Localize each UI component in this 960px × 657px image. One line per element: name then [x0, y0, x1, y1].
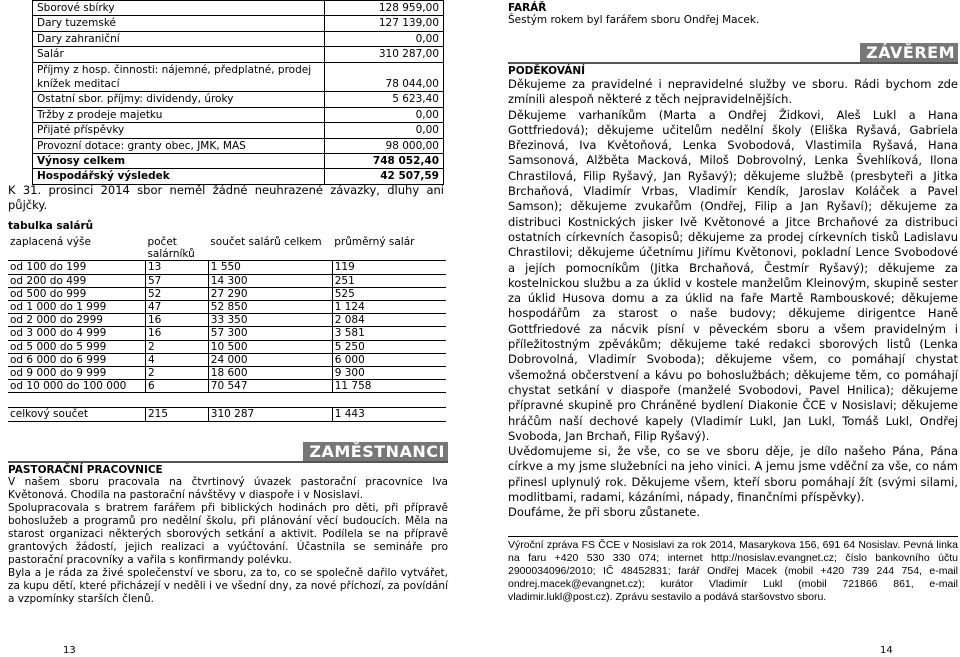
table-cell: 57 300 [208, 327, 332, 340]
salary-table [8, 236, 446, 422]
table-cell: od 200 do 499 [8, 274, 145, 287]
table-row [8, 327, 446, 340]
finance-label: Hospodářský výsledek [33, 169, 325, 184]
finance-value: 5 623,40 [325, 92, 444, 107]
table-cell: 525 [332, 287, 446, 300]
finance-row [33, 1, 444, 16]
section-heading: PASTORAČNÍ PRACOVNICE [8, 464, 163, 476]
table-cell: 11 758 [332, 380, 446, 393]
finance-value: 0,00 [325, 31, 444, 46]
footer-note: Výroční zpráva FS ČCE v Nosislavi za rok 2014, Masarykova 156, 691 64 Nosislav. Pevná linka na faru +420 530 330 074; internet http://nosislav.evangnet.cz; číslo bankovního účtu 2900034096/2010; IČ 48452831; farář Ondřej Macek (mobil +420 739 244 754, e-mail ondrej.macek@evangnet.cz); kurátor Vladimír Lukl (mobil 721866 861, e-mail vladimir.lukl@post.cz). Zprávu sestavilo a podává staršovstvo sboru. [508, 539, 958, 603]
table-cell: 57 [145, 274, 208, 287]
table-cell: od 500 do 999 [8, 287, 145, 300]
table-cell: od 10 000 do 100 000 [8, 380, 145, 393]
employees-banner [8, 441, 448, 463]
employees-section [8, 464, 448, 606]
finance-label: Salár [33, 47, 325, 62]
table-cell: 2 [145, 367, 208, 380]
table-row [8, 287, 446, 300]
table-row [8, 261, 446, 274]
table-cell: 10 500 [208, 340, 332, 353]
paragraph: Doufáme, že při sboru zůstanete. [508, 505, 700, 520]
table-cell: 24 000 [208, 353, 332, 366]
table-cell: 47 [145, 301, 208, 314]
finance-label: Provozní dotace: granty obec, JMK, MAS [33, 138, 325, 153]
conclusion-banner-label: ZÁVĚREM [860, 43, 958, 62]
finance-label: Výnosy celkem [33, 154, 325, 169]
finance-label: Tržby z prodeje majetku [33, 107, 325, 122]
page-number-left: 13 [63, 645, 76, 656]
table-cell: od 9 000 do 9 999 [8, 367, 145, 380]
table-cell: 52 [145, 287, 208, 300]
table-cell: od 5 000 do 5 999 [8, 340, 145, 353]
table-cell: 52 850 [208, 301, 332, 314]
finance-value: 98 000,00 [325, 138, 444, 153]
finance-table [32, 0, 444, 185]
paragraph: Uvědomujeme si, že vše, co se ve sboru děje, je dílo našeho Pána, Pána církve a my jsme služebníci na jeho vinici. A jemu jsme vděční za vše, co nám přinesl uplynulý rok. Děkujeme všem, kteří sboru pomáhají žít (svými silami, modlitbami, radami, kázáními, nápady, finančními příspěvky). [508, 444, 958, 505]
paragraph: Děkujeme za pravidelné i nepravidelné služby ve sboru. Rádi bychom zde zmínili alespoň některé z těch nejpravidelnějších. [508, 77, 958, 107]
table-cell: 310 287 [208, 408, 332, 421]
finance-value: 42 507,59 [325, 169, 444, 184]
table-cell: od 100 do 199 [8, 261, 145, 274]
table-row [8, 367, 446, 380]
table-cell: 1 550 [208, 261, 332, 274]
finance-label: Dary zahraniční [33, 31, 325, 46]
header-cell: součet salárů celkem [208, 236, 332, 261]
table-cell: 1 443 [332, 408, 446, 421]
section-heading: FARÁŘ [508, 2, 547, 14]
table-cell: 2 [145, 340, 208, 353]
table-row [8, 380, 446, 393]
table-cell: 16 [145, 314, 208, 327]
table-row [8, 353, 446, 366]
table-cell: 215 [145, 408, 208, 421]
finance-row [33, 31, 444, 46]
table-cell: celkový součet [8, 408, 145, 421]
table-cell: 4 [145, 353, 208, 366]
table-cell: 251 [332, 274, 446, 287]
table-row [8, 340, 446, 353]
finance-value: 748 052,40 [325, 154, 444, 169]
paragraph: Šestým rokem byl farářem sboru Ondřej Macek. [508, 14, 760, 26]
finance-label: Příjmy z hosp. činnosti: nájemné, předplatné, prodej knížek meditací [33, 62, 325, 92]
liabilities-note: K 31. prosinci 2014 sbor neměl žádné neuhrazené závazky, dluhy ani půjčky. [8, 183, 444, 212]
finance-row [33, 154, 444, 169]
finance-row [33, 123, 444, 138]
table-cell: 119 [332, 261, 446, 274]
finance-label: Přijaté příspěvky [33, 123, 325, 138]
page-number-right: 14 [880, 645, 893, 656]
table-row [8, 274, 446, 287]
left-page [8, 0, 448, 185]
finance-row [33, 107, 444, 122]
finance-row [33, 47, 444, 62]
finance-row [33, 16, 444, 31]
table-cell: 5 250 [332, 340, 446, 353]
table-row [8, 301, 446, 314]
table-cell: 9 300 [332, 367, 446, 380]
table-cell: 33 350 [208, 314, 332, 327]
table-cell: od 6 000 do 6 999 [8, 353, 145, 366]
finance-value: 0,00 [325, 107, 444, 122]
table-cell: 14 300 [208, 274, 332, 287]
finance-value: 127 139,00 [325, 16, 444, 31]
conclusion-section [508, 65, 958, 521]
footer-rule [508, 536, 958, 537]
salary-total-row [8, 408, 446, 421]
table-cell: 27 290 [208, 287, 332, 300]
employees-banner-label: ZAMĚSTNANCI [303, 442, 448, 461]
paragraph: Děkujeme varhaníkům (Marta a Ondřej Židkovi, Aleš Lukl a Hana Gottfriedová); děkujeme učitelům nedělní školy (Eliška Ryšavá, Gabriela Březinová, Iva Květoňová, Lenka Svobodová, Vlastimila Ryšavá, Hana Samsonová, Alžběta Macková, Miloš Dobrovolný, Lenka Švehlíková, Ilona Chrastilová, Filip Ryšavý, Jan Ryšavý); děkujeme službě (presbyteři a Jitka Brchaňová, Vladimír Vrbas, Vladimír Kendík, Jaroslav Koláček a Pavel Samson); děkujeme zvukařům (Ondřej, Filip a Jan Ryšaví); děkujeme za distribuci Kostnických jisker Ivě Květonové a Jitce Brchaňové za distribuci ostatních církevních časopisů; děkujeme za prodej církevních tisků Ladislavu Chrastilovi; děkujeme účetnímu Jiřímu Květonovi, pokladní Lence Svobodové a jejích pomocníkům (Jitka Brchaňová, Čestmír Ryšavý); děkujeme za kostelnickou službu a za úklid v kostele manželům Kleinovým, skupině sester za úklid Husova domu a za úklid na faře Martě Rambouskové; děkujeme hospodářům za starost o naše budovy; děkujeme dirigentce Haně Gottfriedové za nácvik písní v pěveckém sboru a všem pravidelným i příležitostným zpěvákům; děkujeme také redakci sborových listů (Lenka Dobrovolná, Vladimír Svoboda); děkujeme všem, co pomáhají chystat všemožná občerstvení a kávu po bohoslužbách; děkujeme těm, co pomáhají chystat setkání v diaspoře (manželé Svobodovi, Pavel Hnilica); děkujeme přípravné skupině pro Chráněné bydlení Diakonie ČCE v Nosislavi; děkujeme hráčům naší dechové kapely (Vladimír Lukl, Jan Lukl, Tomáš Lukl, Ondřej Svoboda, Jan Brchaň, Filip Ryšavý). [508, 107, 958, 443]
finance-value: 0,00 [325, 123, 444, 138]
table-cell: 2 084 [332, 314, 446, 327]
table-cell: 1 124 [332, 301, 446, 314]
finance-value: 128 959,00 [325, 1, 444, 16]
header-cell: průměrný salár [332, 236, 446, 261]
header-cell: počet salárníků [145, 236, 208, 261]
finance-value: 310 287,00 [325, 47, 444, 62]
table-cell: 6 000 [332, 353, 446, 366]
finance-row [33, 92, 444, 107]
table-cell: 70 547 [208, 380, 332, 393]
table-cell: 3 581 [332, 327, 446, 340]
header-cell: zaplacená výše [8, 236, 145, 261]
pastor-section [508, 2, 958, 27]
finance-label: Dary tuzemské [33, 16, 325, 31]
paragraph: V našem sboru pracovala na čtvrtinový úvazek pastorační pracovnice Iva Květonová. Chodila na pastorační návštěvy v diaspoře i v Nosislavi. [8, 476, 448, 501]
table-cell: od 2 000 do 2999 [8, 314, 145, 327]
finance-label: Sborové sbírky [33, 1, 325, 16]
finance-row [33, 62, 444, 92]
table-cell: 16 [145, 327, 208, 340]
finance-value: 78 044,00 [325, 62, 444, 92]
table-cell: od 3 000 do 4 999 [8, 327, 145, 340]
paragraph: Spolupracovala s bratrem farářem při biblických hodinách pro děti, při přípravě bohoslužeb a programů pro nedělní školu, při plánování věcí budoucích. Měla na starost organizaci některých sborových setkání a aktivit. Podílela se na přípravě grantových žádostí, jejich realizaci a vyúčtování. Účastnila se semináře pro pastorační pracovníky a vařila s konfirmandy polévku. [8, 502, 448, 566]
table-cell: od 1 000 do 1 999 [8, 301, 145, 314]
table-cell: 6 [145, 380, 208, 393]
conclusion-banner [508, 42, 958, 64]
paragraph: Byla a je ráda za živé společenství ve sboru, za to, co se společně dařilo vytvářet, za kupu dětí, které přicházejí v neděli i ve všední dny, za nové příchozí, za povídání a vzpomínky starších členů. [8, 567, 448, 605]
table-cell: 18 600 [208, 367, 332, 380]
finance-row [33, 138, 444, 153]
salary-table-header [8, 236, 446, 261]
table-cell: 13 [145, 261, 208, 274]
finance-label: Ostatní sbor. příjmy: dividendy, úroky [33, 92, 325, 107]
table-row [8, 314, 446, 327]
salary-table-title: tabulka salárů [8, 220, 94, 232]
section-heading: PODĚKOVÁNÍ [508, 65, 586, 77]
